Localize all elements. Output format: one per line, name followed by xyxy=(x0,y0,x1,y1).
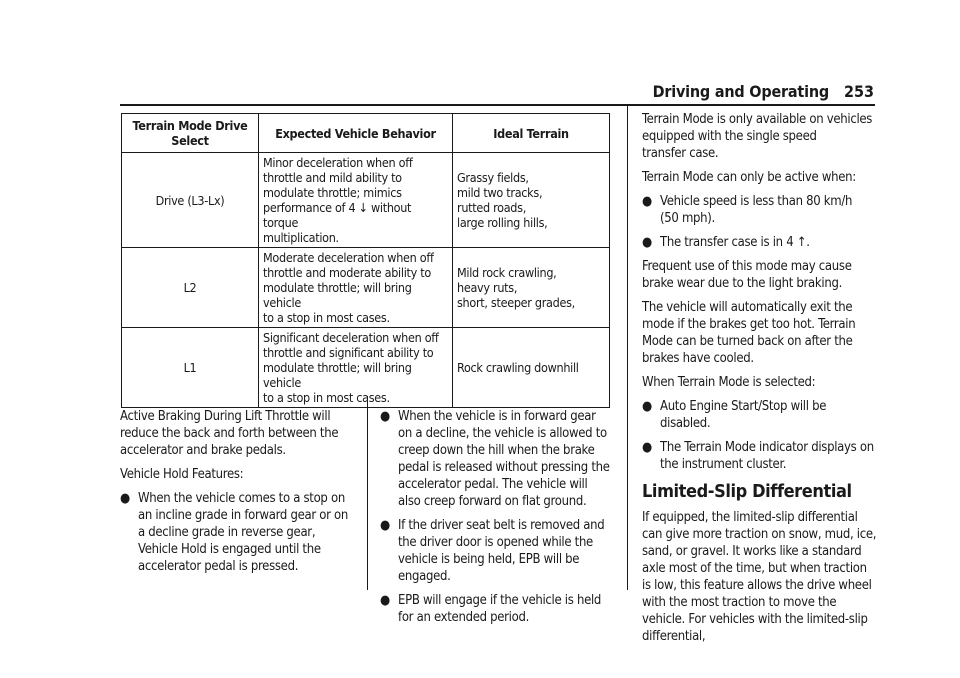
bullet-icon: ● xyxy=(380,518,390,533)
table-row xyxy=(122,153,610,248)
bullet-icon: ● xyxy=(642,194,652,209)
column-header-behavior: Expected Vehicle Behavior xyxy=(259,114,453,153)
body-paragraph: Vehicle Hold Features: xyxy=(120,467,244,482)
list-item xyxy=(642,439,877,473)
list-item-text: EPB will engage if the vehicle is held for an extended period. xyxy=(398,593,602,625)
bullet-icon: ● xyxy=(642,235,652,250)
list-item xyxy=(380,517,612,585)
table-cell-mode: L2 xyxy=(122,248,259,328)
list-item-text: Auto Engine Start/Stop will be disabled. xyxy=(660,399,827,431)
list-item xyxy=(642,234,877,251)
list-item xyxy=(380,408,612,510)
bullet-icon: ● xyxy=(642,399,652,414)
body-paragraph: If equipped, the limited-slip differential can give more traction on snow, mud, ice, sand, or gravel. It works like a standard axle most of the time, but when traction is low, this feature allows the drive wheel with the most traction to move the vehicle. For vehicles with the limited-slip differential, xyxy=(642,510,877,644)
column-header-terrain: Ideal Terrain xyxy=(453,114,610,153)
section-heading: Limited-Slip Differential xyxy=(642,481,852,502)
body-paragraph: The vehicle will automatically exit the mode if the brakes get too hot. Terrain Mode can be turned back on after the brakes have cooled. xyxy=(642,300,856,366)
table-cell-terrain: Mild rock crawling, heavy ruts, short, steeper grades, xyxy=(453,248,610,328)
list-item-text: If the driver seat belt is removed and the driver door is opened while the vehicle is being held, EPB will be engaged. xyxy=(398,518,605,584)
bullet-icon: ● xyxy=(642,440,652,455)
list-item xyxy=(642,398,877,432)
bullet-icon: ● xyxy=(380,593,390,608)
list-item-text: When the vehicle comes to a stop on an incline grade in forward gear or on a decline grade in reverse gear, Vehicle Hold is engaged until the accelerator pedal is pressed. xyxy=(138,491,349,574)
list-item-text: The transfer case is in 4 ↑. xyxy=(660,235,810,250)
table-cell-mode: Drive (L3-Lx) xyxy=(122,153,259,248)
left-column xyxy=(120,408,352,582)
right-column xyxy=(642,111,877,652)
terrain-mode-table xyxy=(121,113,610,408)
bullet-icon: ● xyxy=(380,409,390,424)
page-number: 253 xyxy=(843,82,874,101)
table-cell-behavior: Moderate deceleration when off throttle and moderate ability to modulate throttle; will bring vehicle to a stop in most cases. xyxy=(259,248,453,328)
column-header-mode: Terrain Mode Drive Select xyxy=(122,114,259,153)
table-row xyxy=(122,248,610,328)
list-item-text: When the vehicle is in forward gear on a decline, the vehicle is allowed to creep down the hill when the brake pedal is released without pressing the accelerator pedal. The vehicle will also creep forward on flat ground. xyxy=(398,409,610,509)
table-cell-terrain: Rock crawling downhill xyxy=(453,328,610,408)
table-cell-behavior: Minor deceleration when off throttle and mild ability to modulate throttle; mimics performance of 4 ↓ without torque multiplication. xyxy=(259,153,453,248)
table-header-row xyxy=(122,114,610,153)
list-item-text: The Terrain Mode indicator displays on the instrument cluster. xyxy=(660,440,874,472)
body-paragraph: Terrain Mode is only available on vehicles equipped with the single speed transfer case. xyxy=(642,112,873,161)
table-cell-terrain: Grassy fields, mild two tracks, rutted roads, large rolling hills, xyxy=(453,153,610,248)
body-paragraph: When Terrain Mode is selected: xyxy=(642,375,816,390)
middle-column xyxy=(380,408,612,633)
section-title: Driving and Operating xyxy=(652,82,829,101)
body-paragraph: Frequent use of this mode may cause brake wear due to the light braking. xyxy=(642,259,852,291)
bullet-icon: ● xyxy=(120,491,130,506)
column-divider xyxy=(367,396,368,590)
table-cell-behavior: Significant deceleration when off throttle and significant ability to modulate throttle; will bring vehicle to a stop in most cases. xyxy=(259,328,453,408)
body-paragraph: Terrain Mode can only be active when: xyxy=(642,170,856,185)
list-item-text: Vehicle speed is less than 80 km/h (50 mph). xyxy=(660,194,853,226)
list-item xyxy=(642,193,877,227)
column-divider xyxy=(627,104,628,590)
header-rule xyxy=(120,104,875,106)
table-cell-mode: L1 xyxy=(122,328,259,408)
list-item xyxy=(120,490,352,575)
list-item xyxy=(380,592,612,626)
table-row xyxy=(122,328,610,408)
body-paragraph: Active Braking During Lift Throttle will reduce the back and forth between the accelerator and brake pedals. xyxy=(120,409,339,458)
